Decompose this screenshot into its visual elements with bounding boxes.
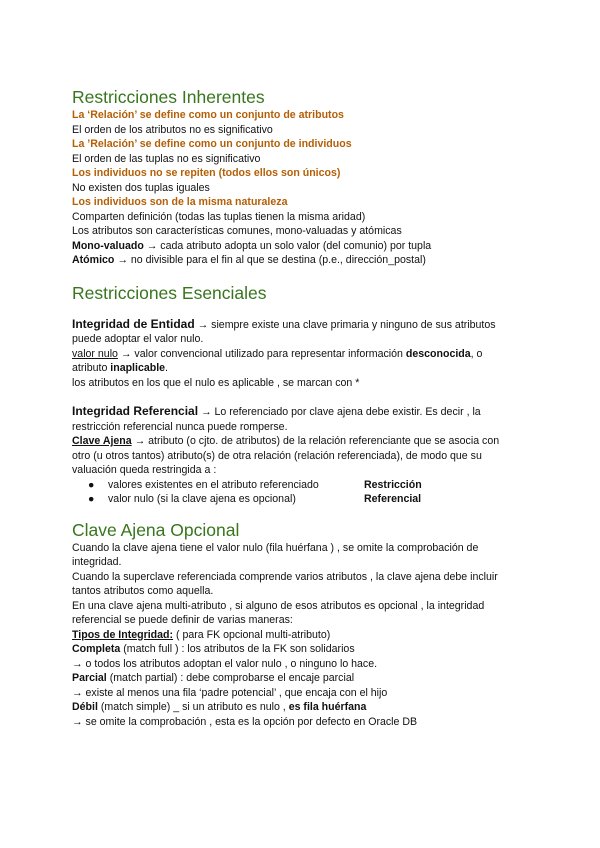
clave-ajena-text: → atributo (o cjto. de atributos) de la relación referenciante que se asocia con	[131, 435, 500, 447]
bullet-label: Restricción	[364, 478, 422, 491]
bullet-item	[72, 478, 532, 493]
atomico-line	[72, 253, 532, 268]
bullet-text: valor nulo (si la clave ajena es opcional)	[108, 493, 296, 505]
period: .	[165, 362, 168, 374]
valor-nulo-label: valor nulo	[72, 347, 118, 360]
clave-ajena-opcional-paragraphs	[72, 541, 532, 628]
inherente-heading-line: La ‘Relación’ se define como un conjunto de atributos	[72, 109, 344, 121]
inherente-heading-line: Los individuos no se repiten (todos ellos son únicos)	[72, 167, 341, 179]
valor-nulo-comma: , o	[470, 347, 483, 360]
clave-ajena-text-2: otro (u otros tantos) atributo(s) de otra relación (relación referenciada), de modo que su	[72, 449, 482, 462]
paragraph-line: integridad.	[72, 556, 122, 568]
atributo-text: atributo	[72, 362, 111, 374]
integridad-referencial-label: Integridad Referencial	[72, 404, 199, 418]
paragraph-line: En una clave ajena multi-atributo , si alguno de esos atributos es opcional , la integridad	[72, 599, 485, 612]
integridad-referencial-text: → Lo referenciado por clave ajena debe existir. Es decir , la	[198, 406, 481, 418]
integridad-referencial-text-cont: restricción referencial nunca puede romperse.	[72, 420, 288, 433]
paragraph-line: Cuando la superclave referenciada comprende varios atributos , la clave ajena debe incluir	[72, 570, 498, 583]
inherente-heading-line: La ’Relación’ se define como un conjunto de individuos	[72, 138, 352, 150]
debil-text: (match simple) _ si un atributo es nulo ,	[97, 701, 289, 713]
atomico-label: Atómico	[72, 254, 115, 266]
completa-label: Completa	[72, 643, 121, 655]
inherente-text-line: El orden de los atributos no es significativo	[72, 123, 273, 136]
document-content	[72, 86, 532, 729]
atomico-text: → no divisible para el fin al que se destina (p.e., dirección_postal)	[114, 254, 426, 266]
fila-huerfana-bold: es fila huérfana	[288, 701, 367, 713]
inherente-text-line: No existen dos tuplas iguales	[72, 181, 210, 194]
integridad-entidad-text: → siempre existe una clave primaria y ninguno de sus atributos	[194, 318, 496, 331]
clave-ajena-label: Clave Ajena	[72, 435, 132, 447]
section-title-restricciones-esenciales: Restricciones Esenciales	[72, 282, 267, 303]
inaplicable-bold: inaplicable	[110, 362, 166, 374]
inherente-text-line: Los atributos son características comunes, mono-valuadas y atómicas	[72, 225, 402, 237]
inherente-text-line: El orden de las tuplas no es significativo	[72, 152, 261, 165]
completa-text: (match full ) : los atributos de la FK son solidarios	[120, 643, 355, 655]
bullet-item	[72, 492, 532, 507]
desconocida-bold: desconocida	[405, 347, 471, 360]
integridad-referencial-block	[72, 404, 532, 507]
parcial-text: (match partial) : debe comprobarse el encaje parcial	[106, 672, 355, 684]
inherente-heading-line: Los individuos son de la misma naturaleza	[72, 196, 288, 208]
integridad-entidad-text-cont: puede adoptar el valor nulo.	[72, 333, 204, 345]
bullet-dot-icon: ●	[88, 478, 95, 491]
parcial-label: Parcial	[72, 672, 107, 684]
section-title-restricciones-inherentes: Restricciones Inherentes	[72, 87, 265, 107]
mono-valuado-label: Mono-valuado	[72, 239, 144, 252]
bullet-dot-icon: ●	[88, 493, 95, 505]
paragraph-line: Cuando la clave ajena tiene el valor nulo (fila huérfana ) , se omite la comprobación de	[72, 541, 479, 554]
aplicable-line: los atributos en los que el nulo es aplicable , se marcan con *	[72, 376, 360, 389]
debil-cont: → se omite la comprobación , esta es la opción por defecto en Oracle DB	[72, 715, 418, 728]
mono-valuado-text: → cada atributo adopta un solo valor (del comunio) por tupla	[143, 239, 432, 252]
valuacion-bullet-list	[72, 478, 532, 507]
bullet-text: valores existentes en el atributo referenciado	[108, 478, 319, 491]
tipos-integridad-label: Tipos de Integridad:	[72, 628, 174, 641]
clave-ajena-text-3: valuación queda restringida a :	[72, 464, 217, 476]
tipos-integridad-text: ( para FK opcional multi-atributo)	[173, 628, 331, 641]
paragraph-line: tantos atributos como aquella.	[72, 585, 214, 597]
bullet-label: Referencial	[364, 493, 422, 505]
valor-nulo-text: → valor convencional utilizado para representar información	[117, 347, 406, 360]
debil-label: Débil	[72, 701, 98, 713]
integridad-entidad-block	[72, 317, 532, 391]
inherentes-list	[72, 108, 532, 239]
paragraph-line: referencial se puede definir de varias maneras:	[72, 614, 293, 626]
completa-cont: → o todos los atributos adoptan el valor nulo , o ninguno lo hace.	[72, 657, 378, 670]
parcial-cont: → existe al menos una fila ‘padre potencial’ , que encaja con el hijo	[72, 686, 388, 699]
section-title-clave-ajena-opcional: Clave Ajena Opcional	[72, 519, 240, 540]
integridad-entidad-label: Integridad de Entidad	[72, 316, 195, 331]
mono-valuado-line	[72, 239, 532, 254]
inherente-text-line: Comparten definición (todas las tuplas tienen la misma aridad)	[72, 210, 366, 223]
